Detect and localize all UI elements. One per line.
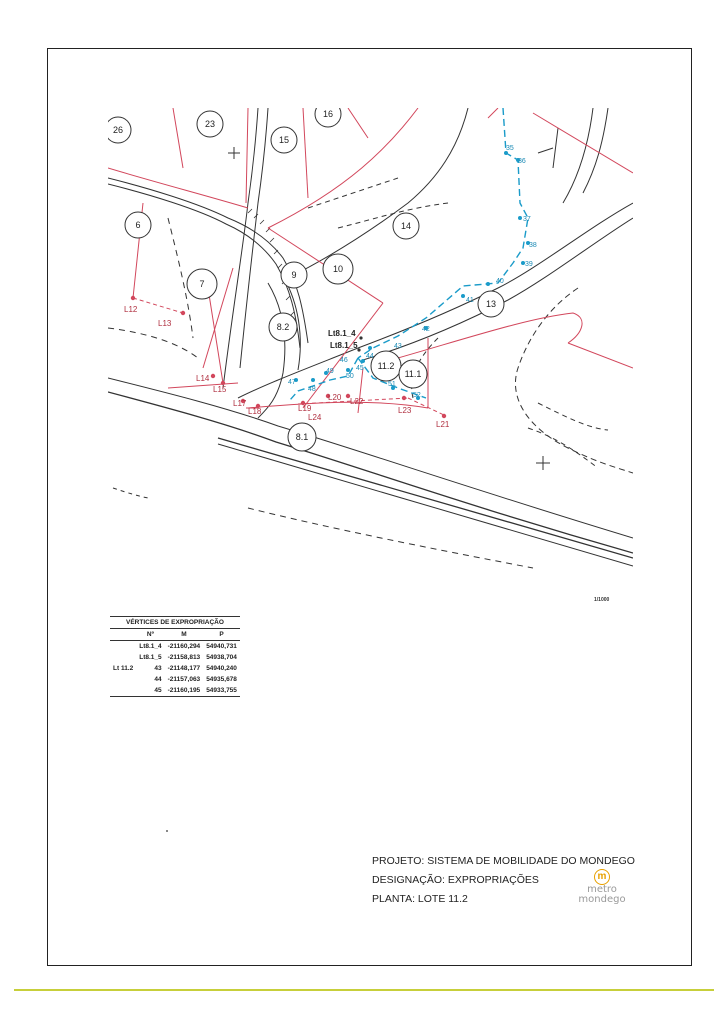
vertex-label: L12 [124,305,138,314]
vertex-label: 50 [346,373,354,380]
map-svg [108,108,633,603]
cadastral-map [108,108,633,603]
plan-name: PLANTA: LOTE 11.2 [372,893,468,905]
col-header: P [203,629,240,641]
parcel-label: 23 [204,119,216,129]
vertex-label: 35 [506,145,514,152]
project-name: PROJETO: SISTEMA DE MOBILIDADE DO MONDEGO [372,855,635,867]
col-header: M [165,629,204,641]
parcel-label: 10 [332,264,344,274]
table-row: Lt8.1_4 -21160,294 54940,731 [139,643,237,650]
vertex-label: L17 [233,399,247,408]
parcel-label: 7 [199,279,205,289]
parcel-label: 15 [278,135,290,145]
vertex-label: 47 [288,379,296,386]
vertex-label: 39 [525,261,533,268]
vertex-label: L20 [328,393,342,402]
table-title: VÉRTICES DE EXPROPRIAÇÃO [110,617,240,629]
table-row: Lt8.1_5 -21158,813 54938,704 [139,654,237,661]
vertex-label: 41 [466,297,474,304]
parcel-label: 6 [135,220,141,230]
parcel-label: 8.1 [295,432,309,442]
scale-label: 1/1000 [594,597,610,603]
vertex-label: 48 [308,386,316,393]
vertex-label: L23 [398,406,412,415]
vertex-label: 49 [326,368,334,375]
vertex-label: 52 [413,392,421,399]
speck [166,830,168,832]
parcel-label: 16 [322,109,334,119]
vertex-label: Lt8.1_4 [328,329,356,338]
vertex-label: 51 [388,381,396,388]
vertex-label: L18 [248,407,262,416]
parcel-label: 9 [291,270,297,280]
vertex-label: 36 [518,158,526,165]
parcel-label: 8.2 [276,322,290,332]
vertices-table [110,616,240,697]
metro-mondego-logo: m metro mondego [578,871,626,905]
vertex-label: Lt8.1_5 [330,341,358,350]
parcel-label: 11.2 [377,361,395,371]
vertex-label: L24 [308,413,322,422]
table-row: 45 -21160,195 54933,755 [110,685,240,697]
group-label: Lt 11.2 [113,665,134,672]
vertex-label: L14 [196,374,210,383]
designation: DESIGNAÇÃO: EXPROPRIAÇÕES [372,874,539,886]
vertex-label: 43 [394,343,402,350]
col-header: Nº [136,629,164,641]
footer-line [14,989,714,991]
vertex-label: L22 [350,397,364,406]
parcel-label: 11.1 [404,369,422,379]
vertex-label: 44 [366,353,374,360]
table-row: 44 -21157,063 54935,678 [154,676,237,683]
vertex-label: 42 [422,326,430,333]
vertex-label: L21 [436,420,450,429]
table-row: Lt 11.2 43 -21148,177 54940,240 [110,663,240,674]
vertex-label: L15 [213,385,227,394]
parcel-label: 26 [112,125,124,135]
vertex-label: L19 [298,404,312,413]
vertex-label: 46 [340,357,348,364]
vertex-label: 40 [496,278,504,285]
parcel-label: 13 [485,299,497,309]
logo-mark-icon: m [594,869,610,885]
vertex-label: 45 [356,365,364,372]
parcel-label: 14 [400,221,412,231]
vertex-label: L13 [158,319,172,328]
vertex-label: 38 [529,242,537,249]
vertex-label: 37 [523,216,531,223]
